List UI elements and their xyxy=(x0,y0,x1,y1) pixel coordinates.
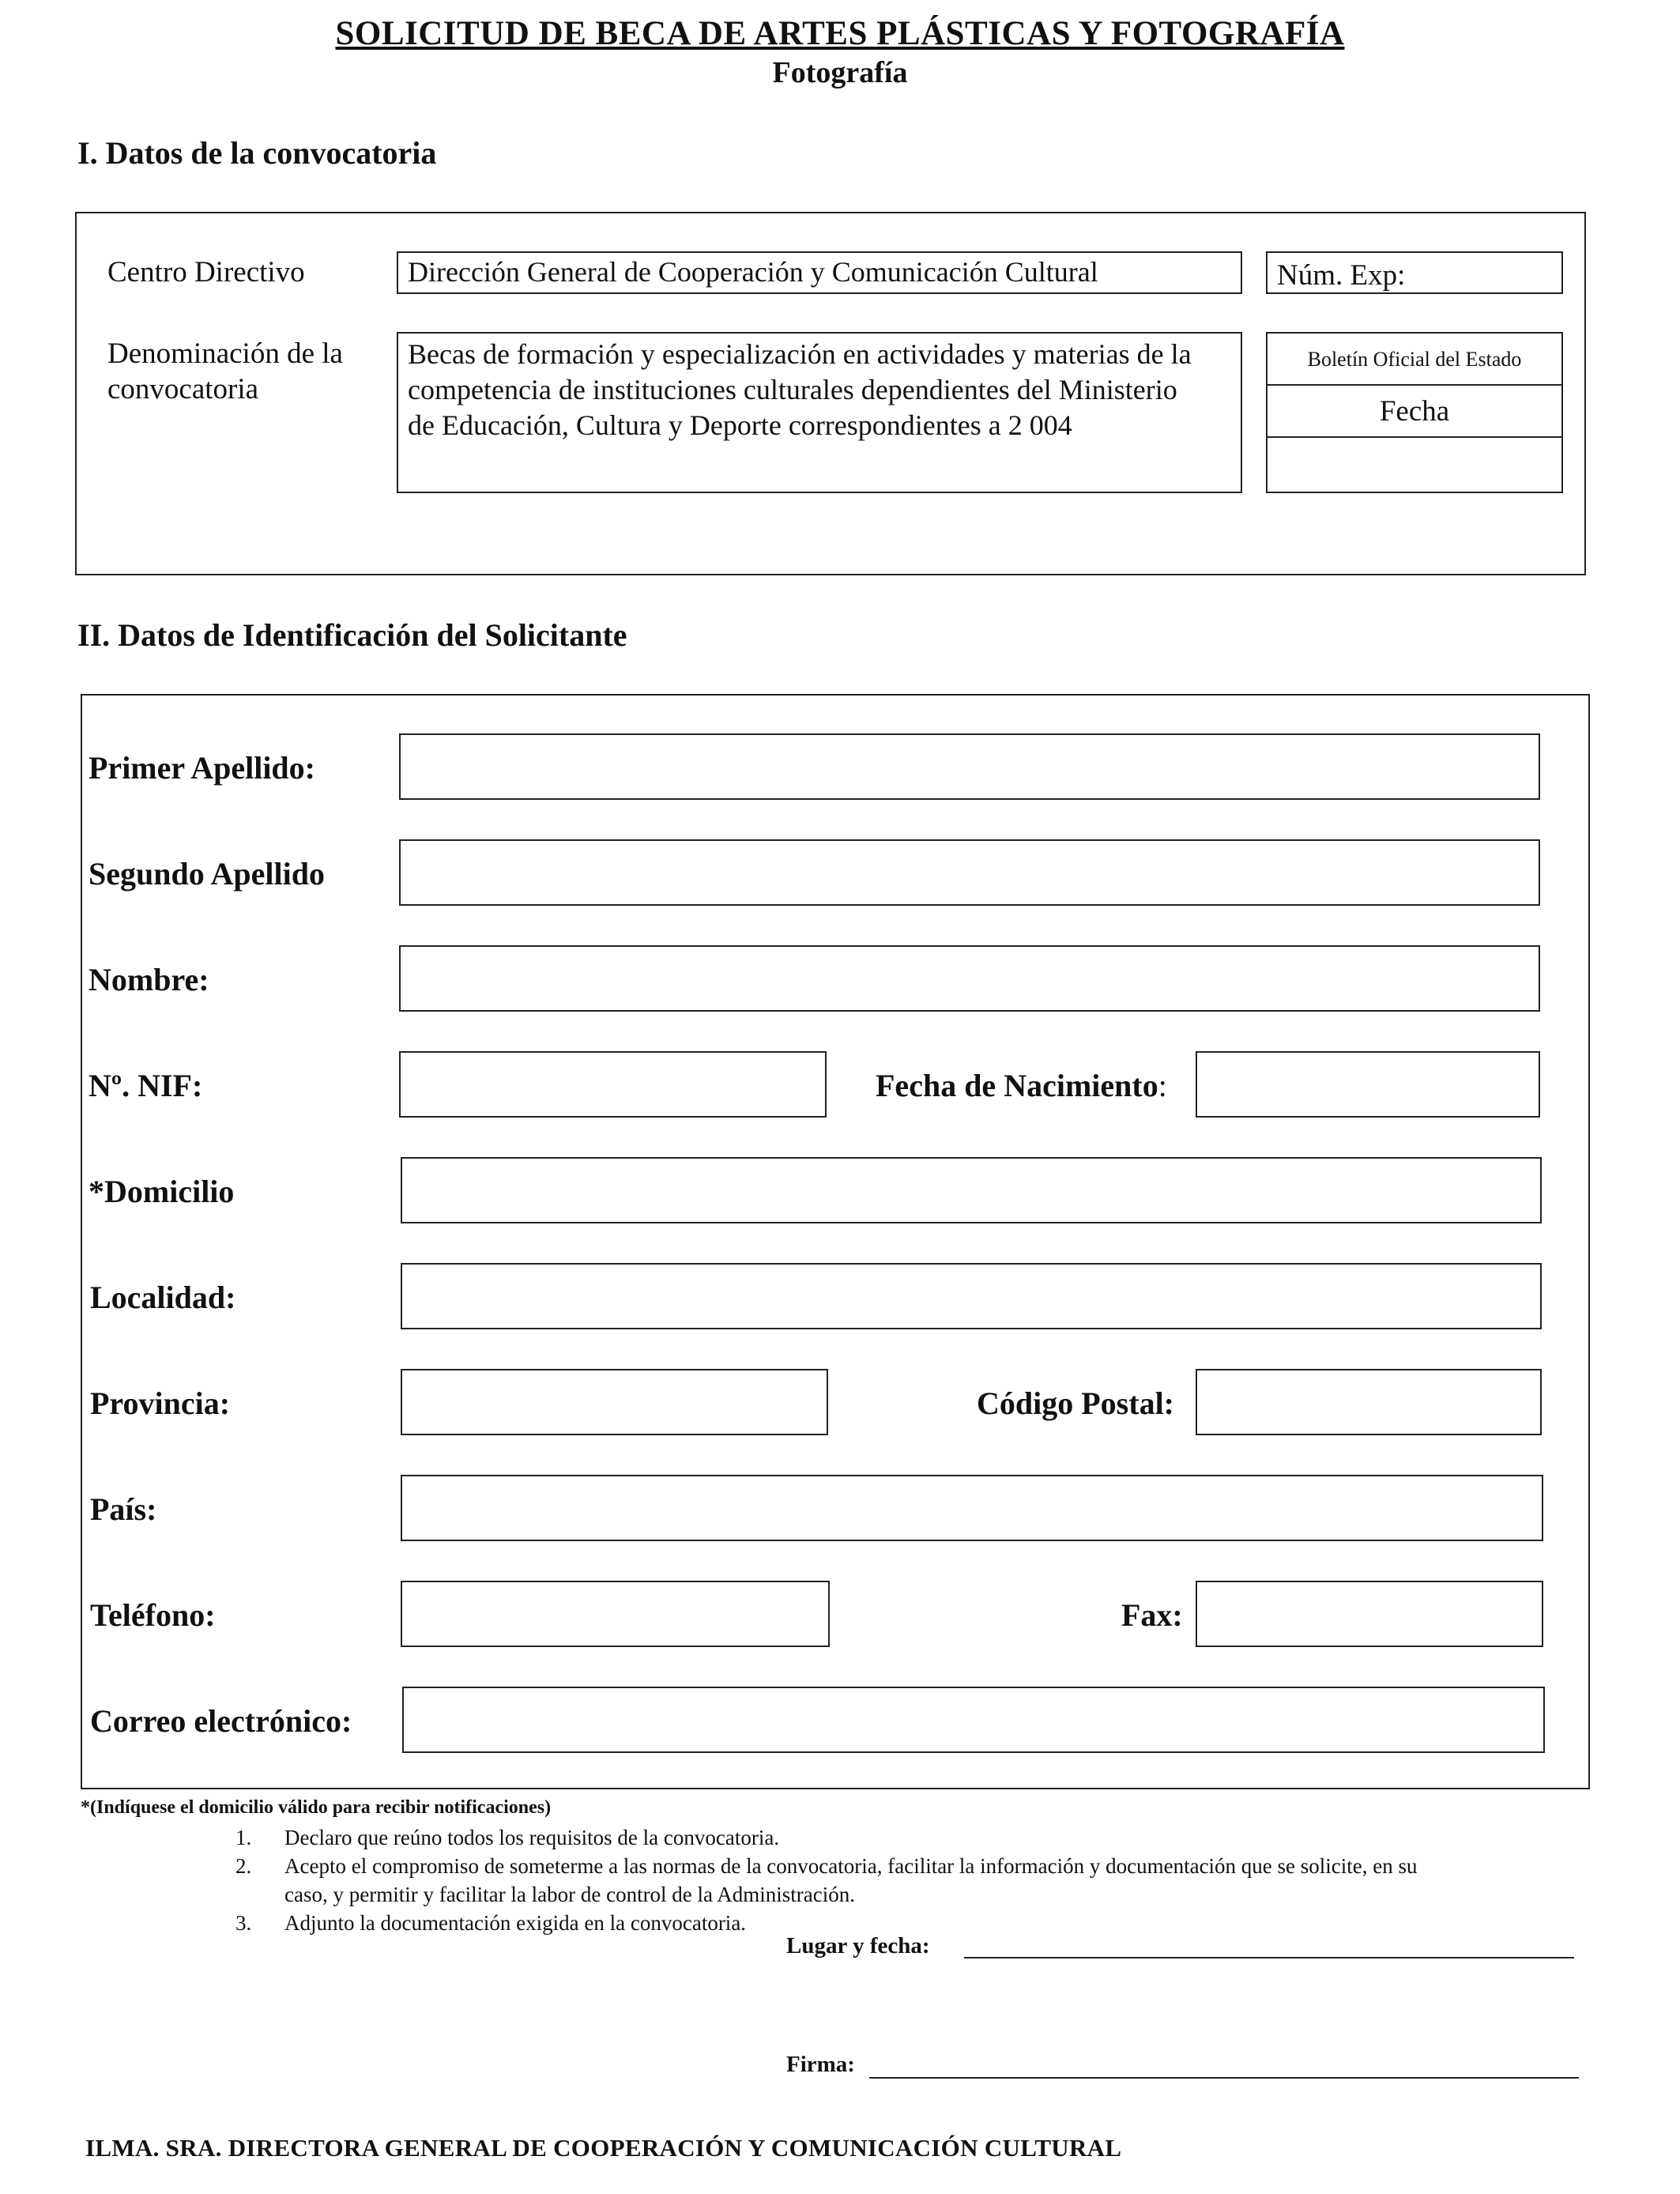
centro-directivo-value: Dirección General de Cooperación y Comunicación Cultural xyxy=(408,256,1098,288)
firma-line[interactable] xyxy=(869,2077,1579,2079)
fax-input[interactable] xyxy=(1196,1581,1543,1647)
section-2-heading: II. Datos de Identificación del Solicitante xyxy=(77,617,627,653)
pais-label: País: xyxy=(90,1491,157,1527)
primer-apellido-input[interactable] xyxy=(399,733,1540,800)
centro-directivo-field[interactable] xyxy=(397,251,1242,294)
lugar-fecha-label: Lugar y fecha: xyxy=(786,1933,930,1958)
declarations-list xyxy=(235,1823,1642,1949)
nif-input[interactable] xyxy=(399,1051,827,1118)
segundo-apellido-label: Segundo Apellido xyxy=(89,856,326,892)
nif-label: Nº. NIF: xyxy=(89,1068,203,1103)
addressee-footer: ILMA. SRA. DIRECTORA GENERAL DE COOPERACIÓN Y COMUNICACIÓN CULTURAL xyxy=(85,2134,1122,2162)
fax-label: Fax: xyxy=(1121,1597,1183,1633)
declaration-text: Declaro que reúno todos los requisitos de la convocatoria. xyxy=(284,1826,780,1849)
declaration-number: 1. xyxy=(235,1826,252,1849)
telefono-label: Teléfono: xyxy=(90,1597,216,1633)
section-1-heading: I. Datos de la convocatoria xyxy=(77,135,437,171)
correo-label: Correo electrónico: xyxy=(90,1703,352,1739)
provincia-label: Provincia: xyxy=(90,1385,231,1421)
segundo-apellido-input[interactable] xyxy=(399,839,1540,906)
codigo-postal-input[interactable] xyxy=(1196,1369,1542,1435)
declaration-number: 3. xyxy=(235,1911,252,1935)
declaration-number: 2. xyxy=(235,1854,252,1878)
firma-label: Firma: xyxy=(786,2052,855,2077)
fecha-nacimiento-text: Fecha de Nacimiento xyxy=(876,1068,1158,1103)
domicilio-input[interactable] xyxy=(401,1157,1542,1223)
form-title xyxy=(0,14,1680,53)
centro-directivo-label: Centro Directivo xyxy=(107,256,305,288)
boe-label: Boletín Oficial del Estado xyxy=(1268,334,1561,386)
codigo-postal-label: Código Postal: xyxy=(977,1385,1174,1421)
correo-input[interactable] xyxy=(402,1687,1545,1753)
declaration-text: Acepto el compromiso de someterme a las normas de la convocatoria, facilitar la información y documentación que se solicite, en su xyxy=(284,1854,1418,1878)
form-subtitle: Fotografía xyxy=(772,56,908,89)
pais-input[interactable] xyxy=(401,1475,1543,1541)
denominacion-line-1: Becas de formación y especialización en actividades y materias de la xyxy=(408,338,1192,370)
lugar-fecha-line[interactable] xyxy=(964,1957,1574,1958)
boe-fecha-field[interactable] xyxy=(1268,438,1561,492)
primer-apellido-label: Primer Apellido: xyxy=(89,750,315,786)
telefono-input[interactable] xyxy=(401,1581,830,1647)
fecha-nacimiento-input[interactable] xyxy=(1196,1051,1540,1118)
form-title-text: SOLICITUD DE BECA DE ARTES PLÁSTICAS Y FOTOGRAFÍA xyxy=(335,15,1345,52)
domicilio-label: *Domicilio xyxy=(89,1174,235,1209)
nombre-input[interactable] xyxy=(399,945,1540,1012)
denominacion-label-2: convocatoria xyxy=(107,373,259,405)
fecha-label: Fecha xyxy=(1268,386,1561,438)
domicilio-note: *(Indíquese el domicilio válido para recibir notificaciones) xyxy=(81,1797,552,1818)
fecha-nacimiento-label xyxy=(876,1067,1167,1104)
num-exp-label: Núm. Exp: xyxy=(1277,259,1406,292)
declaration-text: Adjunto la documentación exigida en la convocatoria. xyxy=(284,1911,747,1935)
nombre-label: Nombre: xyxy=(89,962,209,997)
provincia-input[interactable] xyxy=(401,1369,828,1435)
num-exp-field[interactable] xyxy=(1266,251,1563,294)
fecha-nacimiento-colon: : xyxy=(1158,1068,1167,1103)
denominacion-line-2: competencia de instituciones culturales dependientes del Ministerio xyxy=(408,374,1177,405)
denominacion-label-1: Denominación de la xyxy=(107,337,343,370)
denominacion-line-3: de Educación, Cultura y Deporte correspondientes a 2 004 xyxy=(408,409,1072,441)
boe-box xyxy=(1266,332,1563,493)
declaration-text-cont: caso, y permitir y facilitar la labor de control de la Administración. xyxy=(284,1883,856,1906)
localidad-input[interactable] xyxy=(401,1263,1542,1329)
localidad-label: Localidad: xyxy=(90,1280,236,1315)
denominacion-field[interactable] xyxy=(397,332,1242,493)
